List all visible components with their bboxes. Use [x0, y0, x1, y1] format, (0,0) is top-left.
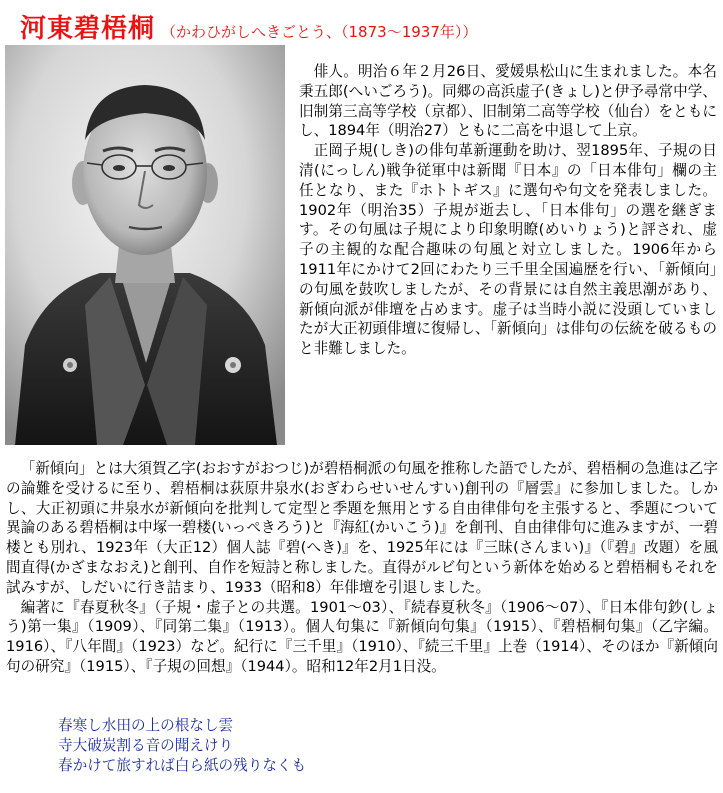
name-reading-and-years: （かわひがしへきごとう、（1873～1937年））	[161, 23, 478, 41]
biography-continued	[6, 459, 718, 677]
bio-paragraph: 編著に『春夏秋冬』（子規・虚子との共選。1901～03）、『続春夏秋冬』（1906～07）、『日本俳句鈔(しょう)第一集』（1909）、『同第二集』（1913）。個人句集に『新傾向句集』（1915）、『碧梧桐句集』（乙字編。1916）、『八年間』（1923）など。紀行に『三千里』（1910）、『続三千里』上巻（1914）、そのほか『新傾向句の研究』（1915）、『子規の回想』（1944）。昭和12年2月1日没。	[6, 598, 718, 675]
bio-paragraph: 俳人。明治６年２月26日、愛媛県松山に生まれました。本名秉五郎(へいごろう)。同郷の高浜虚子(きょし)と伊予尋常中学、旧制第三高等学校（京都）、旧制第二高等学校（仙台）をともにし、1894年（明治27）ともに二高を中退して上京。	[299, 63, 717, 140]
haiku-line: 寺大破炭割る音の聞えけり	[58, 737, 234, 754]
person-name: 河東碧梧桐	[20, 14, 156, 44]
bio-paragraph: 正岡子規(しき)の俳句革新運動を助け、翌1895年、子規の日清(にっしん)戦争従軍中は新聞『日本』の「日本俳句」欄の主任となり、また『ホトトギス』に選句や句文を発表しました。1902年（明治35）子規が逝去し、「日本俳句」の選を継ぎます。その句風は子規により印象明瞭(めいりょう)と評され、虚子の主観的な配合趣味の句風と対立しました。1906年から1911年にかけて2回にわたり三千里全国遍歴を行い、「新傾向」の句風を鼓吹しましたが、その背景には自然主義思潮があり、新傾向派が俳壇を占めます。虚子は当時小説に没頭していましたが大正初頭俳壇に復帰し、「新傾向」は俳句の伝統を破るものと非難しました。	[299, 142, 717, 358]
haiku-line: 春寒し水田の上の根なし雲	[58, 717, 234, 734]
portrait-photo	[5, 45, 285, 445]
bio-paragraph: 「新傾向」とは大須賀乙字(おおすがおつじ)が碧梧桐派の句風を推称した語でしたが、碧梧桐の急進は乙字の論難を受けるに至り、碧梧桐は荻原井泉水(おぎわらせいせんすい)創刊の『層雲』に参加しました。しかし、大正初頭に井泉水が新傾向を批判して定型と季題を無用とする自由律俳句を主張すると、季題について異論のある碧梧桐は中塚一碧楼(いっぺきろう)と『海紅(かいこう)』を創刊、自由律俳句に進みますが、一碧楼とも別れ、1923年（大正12）個人誌『碧(へき)』を、1925年には『三昧(さんまい)』（『碧』改題）を風間直得(かざまなおえ)と創刊、自作を短詩と称しました。直得がルビ句という新体を始めると碧梧桐もそれを試みすが、しだいに行き詰まり、1933（昭和8）年俳壇を引退しました。	[6, 460, 718, 596]
haiku-list	[58, 716, 306, 776]
haiku-line: 春かけて旅すれば白ら紙の残りなくも	[58, 757, 307, 774]
biography-intro	[299, 62, 717, 359]
page-header	[20, 8, 477, 45]
